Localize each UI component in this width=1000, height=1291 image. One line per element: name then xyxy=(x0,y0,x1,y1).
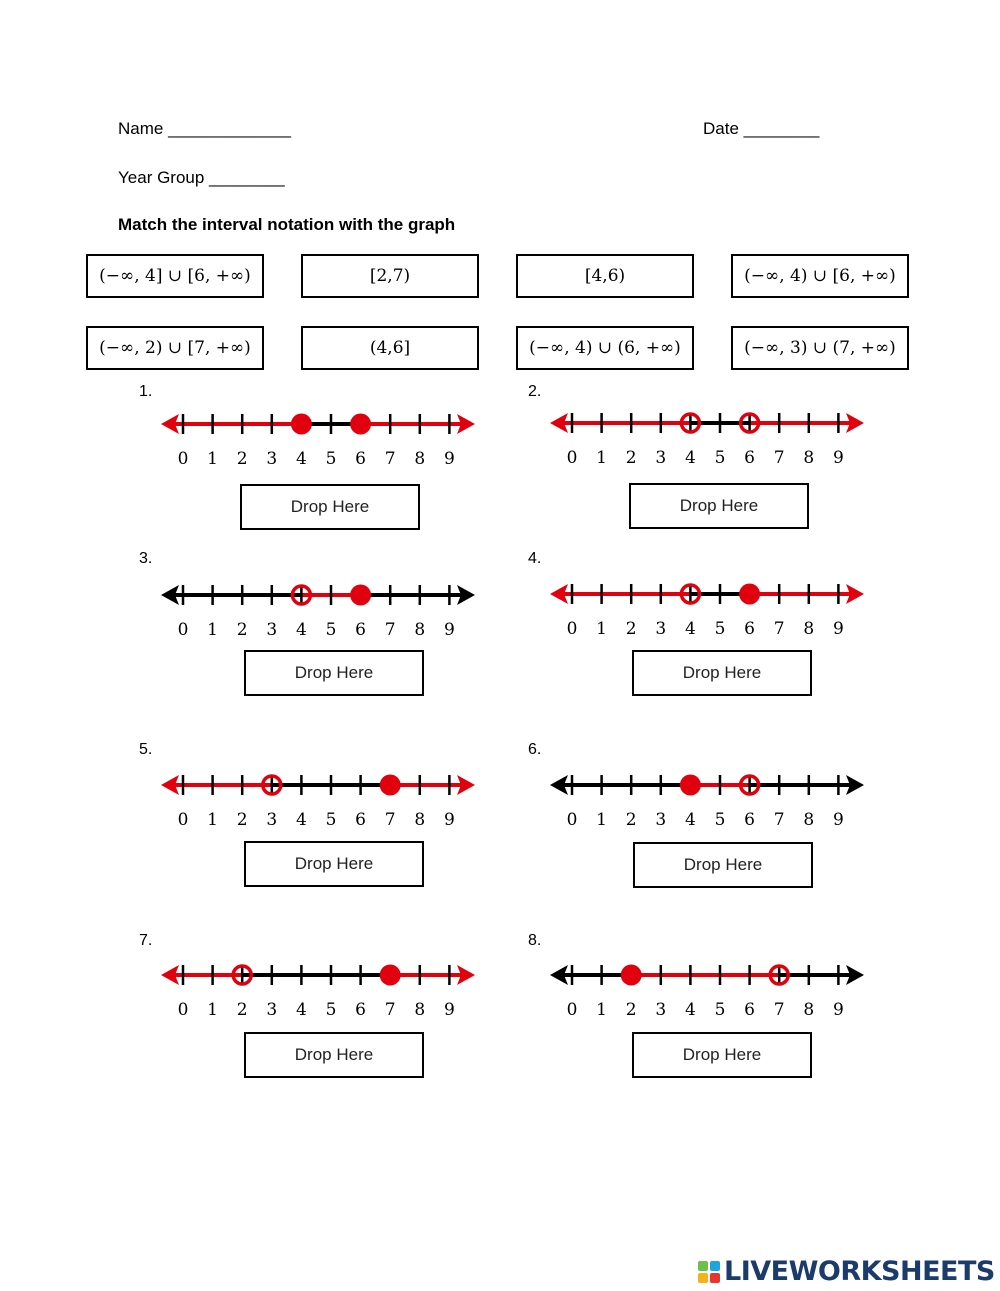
tick-label: 9 xyxy=(443,620,455,640)
tick-label: 9 xyxy=(832,810,844,830)
tick-label: 5 xyxy=(325,620,337,640)
tick-label: 6 xyxy=(355,449,367,469)
tick-label: 0 xyxy=(566,1000,578,1020)
drop-zone-4[interactable]: Drop Here xyxy=(632,650,812,696)
tick-label: 4 xyxy=(684,810,696,830)
answer-card-3[interactable]: [4,6) xyxy=(516,254,694,298)
tick-label: 3 xyxy=(655,448,667,468)
tick-label: 9 xyxy=(443,810,455,830)
tick-label: 6 xyxy=(355,620,367,640)
tick-label: 6 xyxy=(744,619,756,639)
logo-square-green xyxy=(698,1261,708,1271)
tick-label: 1 xyxy=(596,448,608,468)
answer-card-6[interactable]: (4,6] xyxy=(301,326,479,370)
tick-label: 7 xyxy=(384,449,396,469)
tick-label: 5 xyxy=(325,449,337,469)
tick-label: 8 xyxy=(414,620,426,640)
answer-card-1[interactable]: (−∞, 4] ∪ [6, +∞) xyxy=(86,254,264,298)
tick-label: 9 xyxy=(443,1000,455,1020)
drop-zone-2[interactable]: Drop Here xyxy=(629,483,809,529)
tick-label: 7 xyxy=(773,448,785,468)
closed-endpoint-dot xyxy=(291,414,312,435)
tick-label: 0 xyxy=(177,1000,189,1020)
tick-label: 4 xyxy=(684,1000,696,1020)
closed-endpoint-dot xyxy=(380,775,401,796)
number-line-4 xyxy=(542,574,872,639)
number-line-5 xyxy=(153,765,483,830)
problem-number-3: 3. xyxy=(139,550,153,567)
tick-label: 8 xyxy=(803,448,815,468)
tick-label: 5 xyxy=(714,1000,726,1020)
problem-number-1: 1. xyxy=(139,383,153,400)
tick-label: 7 xyxy=(773,810,785,830)
tick-label: 9 xyxy=(832,619,844,639)
tick-label: 2 xyxy=(625,1000,637,1020)
answer-card-8[interactable]: (−∞, 3) ∪ (7, +∞) xyxy=(731,326,909,370)
tick-label: 2 xyxy=(625,448,637,468)
number-line-1 xyxy=(153,404,483,469)
liveworksheets-logo xyxy=(698,1256,995,1287)
tick-label: 3 xyxy=(266,1000,278,1020)
tick-label: 0 xyxy=(566,810,578,830)
closed-endpoint-dot xyxy=(739,584,760,605)
tick-label: 9 xyxy=(832,448,844,468)
tick-label: 3 xyxy=(266,620,278,640)
tick-label: 4 xyxy=(295,1000,307,1020)
tick-label: 7 xyxy=(384,810,396,830)
logo-square-blue xyxy=(710,1261,720,1271)
problem-number-7: 7. xyxy=(139,932,153,949)
tick-label: 6 xyxy=(355,810,367,830)
liveworksheets-logo-mark xyxy=(698,1261,720,1283)
tick-label: 6 xyxy=(744,810,756,830)
answer-card-4[interactable]: (−∞, 4) ∪ [6, +∞) xyxy=(731,254,909,298)
tick-label: 1 xyxy=(596,810,608,830)
tick-label: 9 xyxy=(443,449,455,469)
problem-number-5: 5. xyxy=(139,741,153,758)
tick-label: 2 xyxy=(236,620,248,640)
tick-label: 8 xyxy=(414,810,426,830)
tick-label: 3 xyxy=(266,449,278,469)
problem-number-8: 8. xyxy=(528,932,542,949)
problem-number-4: 4. xyxy=(528,550,542,567)
tick-label: 2 xyxy=(236,449,248,469)
tick-label: 5 xyxy=(325,810,337,830)
tick-label: 7 xyxy=(384,620,396,640)
drop-zone-1[interactable]: Drop Here xyxy=(240,484,420,530)
tick-label: 3 xyxy=(655,1000,667,1020)
instruction-title: Match the interval notation with the graph xyxy=(118,215,456,234)
tick-label: 4 xyxy=(684,619,696,639)
tick-label: 0 xyxy=(566,448,578,468)
problem-number-2: 2. xyxy=(528,383,542,400)
drop-zone-6[interactable]: Drop Here xyxy=(633,842,813,888)
closed-endpoint-dot xyxy=(380,965,401,986)
tick-label: 5 xyxy=(325,1000,337,1020)
closed-endpoint-dot xyxy=(680,775,701,796)
closed-endpoint-dot xyxy=(350,414,371,435)
tick-label: 4 xyxy=(295,449,307,469)
tick-label: 4 xyxy=(684,448,696,468)
tick-label: 5 xyxy=(714,619,726,639)
tick-label: 9 xyxy=(832,1000,844,1020)
tick-label: 1 xyxy=(207,449,219,469)
tick-label: 0 xyxy=(177,620,189,640)
drop-zone-5[interactable]: Drop Here xyxy=(244,841,424,887)
number-line-7 xyxy=(153,955,483,1020)
number-line-6 xyxy=(542,765,872,830)
tick-label: 2 xyxy=(236,1000,248,1020)
logo-square-yellow xyxy=(698,1273,708,1283)
tick-label: 1 xyxy=(207,810,219,830)
tick-label: 0 xyxy=(177,810,189,830)
tick-label: 4 xyxy=(295,810,307,830)
tick-label: 6 xyxy=(744,1000,756,1020)
year-group-field: Year Group ________ xyxy=(118,168,285,187)
tick-label: 0 xyxy=(566,619,578,639)
tick-label: 8 xyxy=(803,810,815,830)
tick-label: 1 xyxy=(207,1000,219,1020)
answer-card-2[interactable]: [2,7) xyxy=(301,254,479,298)
closed-endpoint-dot xyxy=(621,965,642,986)
drop-zone-8[interactable]: Drop Here xyxy=(632,1032,812,1078)
tick-label: 7 xyxy=(773,619,785,639)
tick-label: 5 xyxy=(714,810,726,830)
tick-label: 8 xyxy=(803,619,815,639)
drop-zone-3[interactable]: Drop Here xyxy=(244,650,424,696)
tick-label: 0 xyxy=(177,449,189,469)
answer-card-5[interactable]: (−∞, 2) ∪ [7, +∞) xyxy=(86,326,264,370)
tick-label: 3 xyxy=(655,810,667,830)
tick-label: 5 xyxy=(714,448,726,468)
date-field: Date ________ xyxy=(703,119,820,138)
tick-label: 1 xyxy=(596,1000,608,1020)
liveworksheets-logo-text: LIVEWORKSHEETS xyxy=(724,1256,995,1287)
answer-card-7[interactable]: (−∞, 4) ∪ (6, +∞) xyxy=(516,326,694,370)
logo-square-red xyxy=(710,1273,720,1283)
drop-zone-7[interactable]: Drop Here xyxy=(244,1032,424,1078)
tick-label: 8 xyxy=(803,1000,815,1020)
tick-label: 8 xyxy=(414,1000,426,1020)
number-line-8 xyxy=(542,955,872,1020)
closed-endpoint-dot xyxy=(350,585,371,606)
tick-label: 2 xyxy=(625,619,637,639)
tick-label: 2 xyxy=(625,810,637,830)
tick-label: 2 xyxy=(236,810,248,830)
tick-label: 3 xyxy=(266,810,278,830)
tick-label: 8 xyxy=(414,449,426,469)
tick-label: 6 xyxy=(355,1000,367,1020)
tick-label: 7 xyxy=(773,1000,785,1020)
tick-label: 1 xyxy=(207,620,219,640)
tick-label: 1 xyxy=(596,619,608,639)
name-field: Name _____________ xyxy=(118,119,291,138)
tick-label: 3 xyxy=(655,619,667,639)
problem-number-6: 6. xyxy=(528,741,542,758)
tick-label: 7 xyxy=(384,1000,396,1020)
number-line-3 xyxy=(153,575,483,640)
number-line-2 xyxy=(542,403,872,468)
tick-label: 4 xyxy=(295,620,307,640)
tick-label: 6 xyxy=(744,448,756,468)
